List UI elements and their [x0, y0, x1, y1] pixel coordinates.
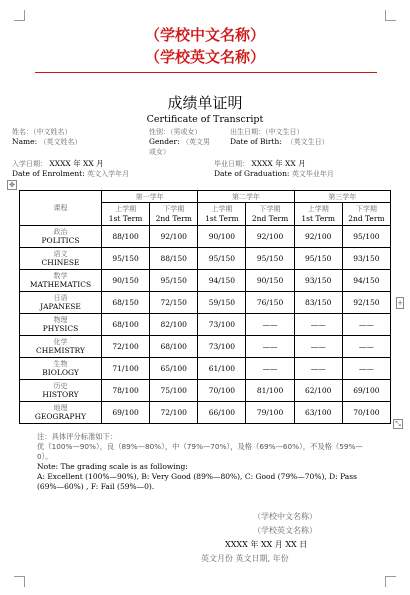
school-name-cn: （学校中文名称）: [144, 26, 265, 44]
year-header: 第三学年: [294, 191, 390, 203]
score-cell: 81/100: [246, 380, 294, 402]
table-row: [20, 248, 391, 270]
page-corner-mark: [385, 10, 396, 21]
enrol-field-cn: [12, 159, 104, 169]
score-cell: 71/100: [102, 358, 150, 380]
subject-name-cn: 地理: [53, 404, 68, 412]
gender-label-en: Gender:: [149, 137, 180, 146]
grad-field-cn: [214, 159, 306, 169]
name-field-en: [12, 137, 82, 147]
subject-cell: [20, 336, 102, 358]
subject-cell: [20, 402, 102, 424]
subject-name-cn: 生物: [53, 360, 68, 368]
score-cell: ——: [294, 358, 342, 380]
notes-title-cn: 注：具体评分标准如下：: [37, 432, 118, 441]
subject-name-en: HISTORY: [42, 390, 79, 399]
subject-name-en: CHEMISTRY: [36, 346, 85, 355]
table-row: [20, 336, 391, 358]
score-cell: 95/150: [102, 248, 150, 270]
subject-name-cn: 数学: [53, 272, 68, 280]
signature-date-en: 英文月份 英文日期, 年份: [201, 554, 289, 563]
subject-name-cn: 政治: [53, 228, 68, 236]
table-row: [20, 314, 391, 336]
score-cell: 95/150: [150, 270, 198, 292]
subject-name-en: BIOLOGY: [42, 368, 79, 377]
score-cell: 90/150: [102, 270, 150, 292]
grades-table: [19, 190, 391, 424]
grad-field-en: [214, 169, 334, 179]
score-cell: 66/100: [198, 402, 246, 424]
document-subtitle: Certificate of Transcript: [146, 114, 264, 125]
table-row: [20, 292, 391, 314]
table-row: [20, 226, 391, 248]
score-cell: 92/100: [150, 226, 198, 248]
score-cell: 69/100: [342, 380, 390, 402]
table-row: [20, 402, 391, 424]
score-cell: ——: [294, 336, 342, 358]
term-header: 上学期 1st Term: [294, 203, 342, 226]
subject-name-cn: 日语: [53, 294, 68, 302]
score-cell: 70/100: [342, 402, 390, 424]
score-cell: 94/150: [198, 270, 246, 292]
score-cell: 69/100: [102, 402, 150, 424]
birth-label-en: Date of Birth:: [230, 137, 282, 146]
name-label-en: Name:: [12, 137, 38, 146]
subject-name-en: PHYSICS: [42, 324, 79, 333]
name-value-cn: （中文姓名）: [33, 128, 72, 136]
score-cell: ——: [342, 314, 390, 336]
grad-value-en: 英文毕业年月: [291, 170, 334, 178]
notes-scale-en: A: Excellent (100%—90%), B: Very Good (89%—80%), C: Good (79%—70%), D: Pass (69%—60%) , F: Fail (59%—0).: [37, 472, 357, 491]
score-cell: 93/150: [342, 248, 390, 270]
subject-name-cn: 语文: [53, 250, 68, 258]
subject-name-cn: 化学: [53, 338, 68, 346]
gender-field-en: [149, 137, 210, 147]
subject-name-en: GEOGRAPHY: [34, 412, 87, 421]
table-move-handle-icon[interactable]: ✥: [7, 180, 17, 190]
score-cell: 95/150: [198, 248, 246, 270]
gender-label-cn: 性别：: [149, 128, 170, 136]
score-cell: ——: [246, 336, 294, 358]
table-resize-handle-icon[interactable]: ⤡: [393, 419, 403, 429]
subject-name-en: POLITICS: [41, 236, 80, 245]
gender-value-en-2: 或女）: [149, 148, 170, 156]
score-cell: 72/100: [102, 336, 150, 358]
page-corner-mark: [14, 576, 25, 587]
name-field-cn: [12, 127, 72, 137]
document-title: 成绩单证明: [167, 94, 243, 112]
add-row-handle-icon[interactable]: +: [397, 299, 403, 307]
score-cell: 92/150: [342, 292, 390, 314]
subject-name-en: JAPANESE: [40, 302, 81, 311]
table-row: [20, 270, 391, 292]
signature-school-cn: （学校中文名称）: [253, 512, 317, 521]
subject-cell: [20, 248, 102, 270]
subject-cell: [20, 380, 102, 402]
signature-date-cn: XXXX 年 XX 月 XX 日: [225, 540, 308, 549]
score-cell: 95/150: [246, 248, 294, 270]
score-cell: 88/150: [150, 248, 198, 270]
page-corner-mark: [385, 576, 396, 587]
enrol-value-en: 英文入学年月: [87, 170, 130, 178]
enrol-label-cn: 入学日期：: [12, 160, 47, 168]
enrol-label-en: Date of Enrolment:: [12, 169, 85, 178]
gender-value-cn: （男或女）: [170, 128, 202, 136]
gender-field-en-cont: [149, 147, 170, 157]
school-name-en: （学校英文名称）: [144, 48, 265, 66]
score-cell: 95/100: [342, 226, 390, 248]
score-cell: 62/100: [294, 380, 342, 402]
enrol-value-cn: XXXX 年 XX 月: [49, 159, 104, 168]
birth-field-cn: [230, 127, 304, 137]
birth-label-cn: 出生日期：: [230, 128, 265, 136]
table-row: [20, 358, 391, 380]
score-cell: 73/100: [198, 336, 246, 358]
grad-label-en: Date of Graduation:: [214, 169, 290, 178]
page-corner-mark: [14, 10, 25, 21]
score-cell: 82/100: [150, 314, 198, 336]
course-header: 课程: [20, 191, 102, 226]
score-cell: 93/150: [294, 270, 342, 292]
score-cell: 78/100: [102, 380, 150, 402]
name-value-en: （英文姓名）: [39, 138, 82, 146]
score-cell: 72/150: [150, 292, 198, 314]
score-cell: ——: [342, 358, 390, 380]
subject-cell: [20, 226, 102, 248]
score-cell: 68/150: [102, 292, 150, 314]
term-header: 下学期 2nd Term: [246, 203, 294, 226]
score-cell: 92/100: [246, 226, 294, 248]
subject-cell: [20, 292, 102, 314]
term-header: 上学期 1st Term: [102, 203, 150, 226]
score-cell: 72/100: [150, 402, 198, 424]
year-header: 第一学年: [102, 191, 198, 203]
birth-field-en: [230, 137, 329, 147]
score-cell: 83/150: [294, 292, 342, 314]
subject-cell: [20, 314, 102, 336]
score-cell: 75/100: [150, 380, 198, 402]
score-cell: ——: [294, 314, 342, 336]
score-cell: 95/150: [294, 248, 342, 270]
subject-cell: [20, 270, 102, 292]
notes-title-en: Note: The grading scale is as following:: [37, 462, 188, 471]
subject-name-cn: 物理: [53, 316, 68, 324]
score-cell: 65/100: [150, 358, 198, 380]
score-cell: 68/100: [150, 336, 198, 358]
subject-name-en: CHINESE: [41, 258, 80, 267]
gender-field-cn: [149, 127, 202, 137]
score-cell: 94/150: [342, 270, 390, 292]
grading-notes: [37, 432, 377, 492]
score-cell: 73/100: [198, 314, 246, 336]
term-header: 下学期 2nd Term: [150, 203, 198, 226]
gender-value-en: （英文男: [182, 138, 211, 146]
score-cell: 79/100: [246, 402, 294, 424]
grad-label-cn: 毕业日期：: [214, 160, 249, 168]
score-cell: 61/100: [198, 358, 246, 380]
score-cell: 76/150: [246, 292, 294, 314]
score-cell: 90/100: [198, 226, 246, 248]
score-cell: 90/150: [246, 270, 294, 292]
grad-value-cn: XXXX 年 XX 月: [251, 159, 306, 168]
score-cell: 63/100: [294, 402, 342, 424]
score-cell: ——: [246, 358, 294, 380]
score-cell: 68/100: [102, 314, 150, 336]
enrol-field-en: [12, 169, 129, 179]
header-divider: [35, 72, 377, 73]
score-cell: ——: [342, 336, 390, 358]
score-cell: ——: [246, 314, 294, 336]
name-label-cn: 姓名：: [12, 128, 33, 136]
birth-value-en: （英文生日）: [286, 138, 329, 146]
score-cell: 88/100: [102, 226, 150, 248]
notes-scale-cn: 优（100%—90%），良（89%—80%），中（79%—70%），及格（69%—60%），不及格（59%—0）。: [37, 442, 363, 461]
year-header: 第二学年: [198, 191, 294, 203]
term-header: 上学期 1st Term: [198, 203, 246, 226]
table-row: [20, 380, 391, 402]
score-cell: 92/100: [294, 226, 342, 248]
score-cell: 70/100: [198, 380, 246, 402]
subject-name-cn: 历史: [53, 382, 68, 390]
birth-value-cn: （中文生日）: [265, 128, 304, 136]
score-cell: 59/150: [198, 292, 246, 314]
subject-name-en: MATHEMATICS: [29, 280, 92, 289]
signature-school-en: （学校英文名称）: [253, 526, 317, 535]
term-header: 下学期 2nd Term: [342, 203, 390, 226]
subject-cell: [20, 358, 102, 380]
